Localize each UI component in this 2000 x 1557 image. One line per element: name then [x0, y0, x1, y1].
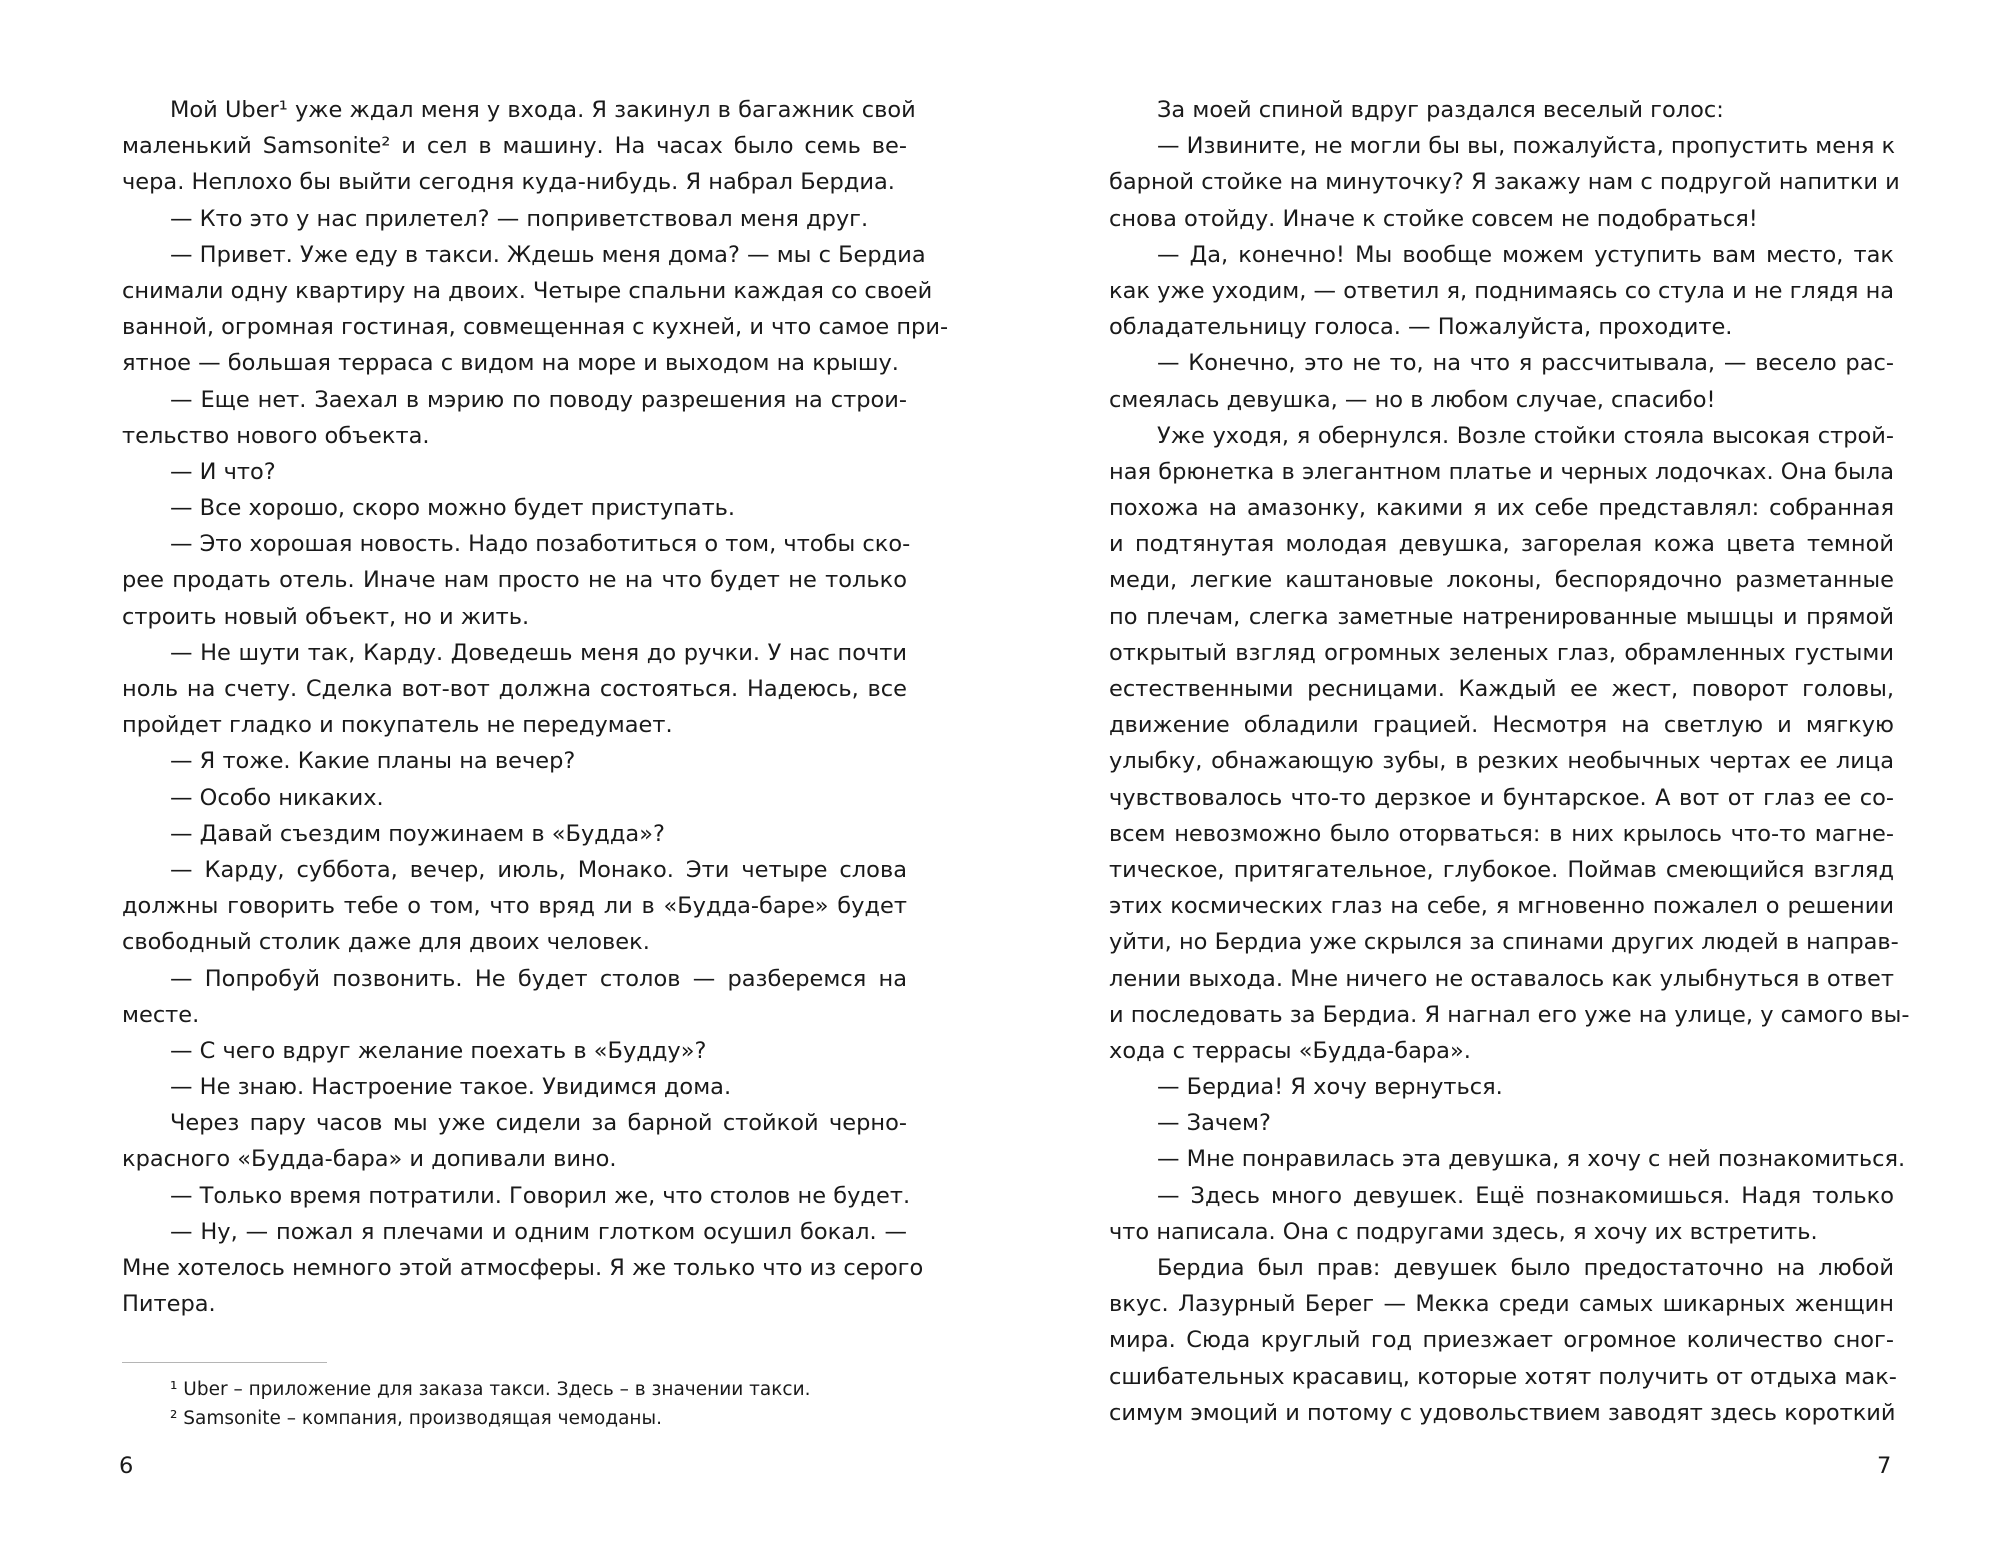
text-line: — Бердиа! Я хочу вернуться. — [1157, 1074, 1503, 1101]
text-line: — И что? — [170, 458, 276, 485]
text-line: ная брюнетка в элегантном платье и черных лодочках. Она была — [1109, 458, 1894, 485]
text-line: ятное — большая терраса с видом на море и выходом на крышу. — [122, 350, 899, 377]
text-line: — Карду, суббота, вечер, июль, Монако. Эти четыре слова — [170, 856, 907, 883]
text-line: — Не шути так, Карду. Доведешь меня до ручки. У нас почти — [170, 639, 907, 666]
text-line: снимали одну квартиру на двоих. Четыре спальни каждая со своей — [122, 277, 933, 304]
footnote: ¹ Uber – приложение для заказа такси. Здесь – в значении такси. — [170, 1379, 811, 1400]
text-line: снова отойду. Иначе к стойке совсем не подобраться! — [1109, 205, 1758, 232]
text-line: строить новый объект, но и жить. — [122, 603, 530, 630]
text-line: — Привет. Уже еду в такси. Ждешь меня дома? — мы с Бердиа — [170, 241, 926, 268]
text-line: хода с террасы «Будда-бара». — [1109, 1037, 1471, 1064]
text-line: чера. Неплохо бы выйти сегодня куда-нибудь. Я набрал Бердиа. — [122, 169, 895, 196]
text-line: — Это хорошая новость. Надо позаботиться о том, чтобы ско- — [170, 531, 911, 558]
footnote: ² Samsonite – компания, производящая чемоданы. — [170, 1408, 662, 1429]
text-line: — Давай съездим поужинаем в «Будда»? — [170, 820, 665, 847]
right-page-text — [1109, 92, 1910, 1431]
text-line: — Извините, не могли бы вы, пожалуйста, пропустить меня к — [1157, 133, 1896, 160]
text-line: ванной, огромная гостиная, совмещенная с кухней, и что самое при- — [122, 314, 949, 341]
text-line: тельство нового объекта. — [122, 422, 430, 449]
text-line: — Да, конечно! Мы вообще можем уступить вам место, так — [1157, 241, 1894, 268]
text-line: похожа на амазонку, какими я их себе представлял: собранная — [1109, 495, 1894, 522]
text-line: — Здесь много девушек. Ещё познакомишься. Надя только — [1157, 1182, 1894, 1209]
text-line: маленький Samsonite² и сел в машину. На часах было семь ве- — [122, 133, 907, 160]
text-line: чувствовалось что-то дерзкое и бунтарское. А вот от глаз ее со- — [1109, 784, 1894, 811]
text-line: — Ну, — пожал я плечами и одним глотком осушил бокал. — — [170, 1218, 907, 1245]
text-line: вкус. Лазурный Берег — Мекка среди самых шикарных женщин — [1109, 1291, 1894, 1318]
text-line: что написала. Она с подругами здесь, я хочу их встретить. — [1109, 1218, 1818, 1245]
text-line: тическое, притягательное, глубокое. Поймав смеющийся взгляд — [1109, 856, 1894, 883]
text-line: — Конечно, это не то, на что я рассчитывала, — весело рас- — [1157, 350, 1894, 377]
text-line: улыбку, обнажающую зубы, в резких необычных чертах ее лица — [1109, 748, 1894, 775]
text-line: естественными ресницами. Каждый ее жест, поворот головы, — [1109, 676, 1894, 702]
left-page-text — [122, 92, 949, 1322]
text-line: За моей спиной вдруг раздался веселый голос: — [1157, 97, 1724, 123]
text-line: красного «Будда-бара» и допивали вино. — [122, 1146, 617, 1173]
text-line: всем невозможно было оторваться: в них крылось что-то магне- — [1109, 820, 1894, 847]
text-line: обладательницу голоса. — Пожалуйста, проходите. — [1109, 314, 1733, 341]
text-line: — Все хорошо, скоро можно будет приступать. — [170, 495, 736, 522]
text-line: и подтянутая молодая девушка, загорелая кожа цвета темной — [1109, 531, 1894, 558]
text-line: сшибательных красавиц, которые хотят получить от отдыха мак- — [1109, 1363, 1897, 1390]
text-line: открытый взгляд огромных зеленых глаз, обрамленных густыми — [1109, 639, 1894, 666]
text-line: меди, легкие каштановые локоны, беспорядочно разметанные — [1109, 567, 1894, 594]
text-line: должны говорить тебе о том, что вряд ли в «Будда-баре» будет — [122, 893, 907, 920]
text-line: — Особо никаких. — [170, 784, 384, 811]
text-line: — Не знаю. Настроение такое. Увидимся дома. — [170, 1074, 732, 1101]
text-line: пройдет гладко и покупатель не передумает. — [122, 712, 673, 739]
text-line: симум эмоций и потому с удовольствием заводят здесь короткий — [1109, 1399, 1896, 1426]
text-line: барной стойке на минуточку? Я закажу нам с подругой напитки и — [1109, 169, 1900, 196]
text-line: свободный столик даже для двоих человек. — [122, 929, 650, 956]
footnote-divider — [122, 1362, 327, 1363]
text-line: Питера. — [122, 1291, 216, 1318]
text-line: смеялась девушка, — но в любом случае, спасибо! — [1109, 386, 1716, 413]
text-line: и последовать за Бердиа. Я нагнал его уже на улице, у самого вы- — [1109, 1001, 1910, 1028]
text-line: месте. — [122, 1001, 200, 1028]
text-line: по плечам, слегка заметные натренированные мышцы и прямой — [1109, 603, 1894, 630]
text-line: — Зачем? — [1157, 1110, 1271, 1137]
text-line: уйти, но Бердиа уже скрылся за спинами других людей в направ- — [1109, 929, 1899, 956]
text-line: Мой Uber¹ уже ждал меня у входа. Я закинул в багажник свой — [170, 97, 916, 123]
text-line: Мне хотелось немного этой атмосферы. Я же только что из серого — [122, 1255, 924, 1281]
page-number-right: 7 — [1877, 1453, 1892, 1479]
text-line: рее продать отель. Иначе нам просто не на что будет не только — [122, 567, 907, 594]
text-line: Бердиа был прав: девушек было предостаточно на любой — [1157, 1255, 1894, 1281]
text-line: мира. Сюда круглый год приезжает огромное количество сног- — [1109, 1327, 1894, 1354]
text-line: — Кто это у нас прилетел? — поприветствовал меня друг. — [170, 205, 869, 232]
text-line: — Я тоже. Какие планы на вечер? — [170, 748, 576, 775]
text-line: — Мне понравилась эта девушка, я хочу с ней познакомиться. — [1157, 1146, 1906, 1173]
text-line: как уже уходим, — ответил я, поднимаясь со стула и не глядя на — [1109, 277, 1895, 304]
footnotes — [122, 1362, 907, 1433]
text-line: этих космических глаз на себе, я мгновенно пожалел о решении — [1109, 893, 1894, 920]
page-number-left: 6 — [119, 1453, 134, 1479]
text-line: — Еще нет. Заехал в мэрию по поводу разрешения на строи- — [170, 386, 907, 413]
text-line: — С чего вдруг желание поехать в «Будду»? — [170, 1037, 707, 1064]
text-line: — Попробуй позвонить. Не будет столов — разберемся на — [170, 965, 907, 992]
text-line: лении выхода. Мне ничего не оставалось как улыбнуться в ответ — [1109, 965, 1894, 992]
text-line: — Только время потратили. Говорил же, что столов не будет. — [170, 1182, 911, 1209]
text-line: Уже уходя, я обернулся. Возле стойки стояла высокая строй- — [1157, 422, 1894, 449]
text-line: ноль на счету. Сделка вот-вот должна состояться. Надеюсь, все — [122, 676, 907, 702]
text-line: движение обладили грацией. Несмотря на светлую и мягкую — [1109, 712, 1894, 739]
text-line: Через пару часов мы уже сидели за барной стойкой черно- — [170, 1110, 907, 1137]
